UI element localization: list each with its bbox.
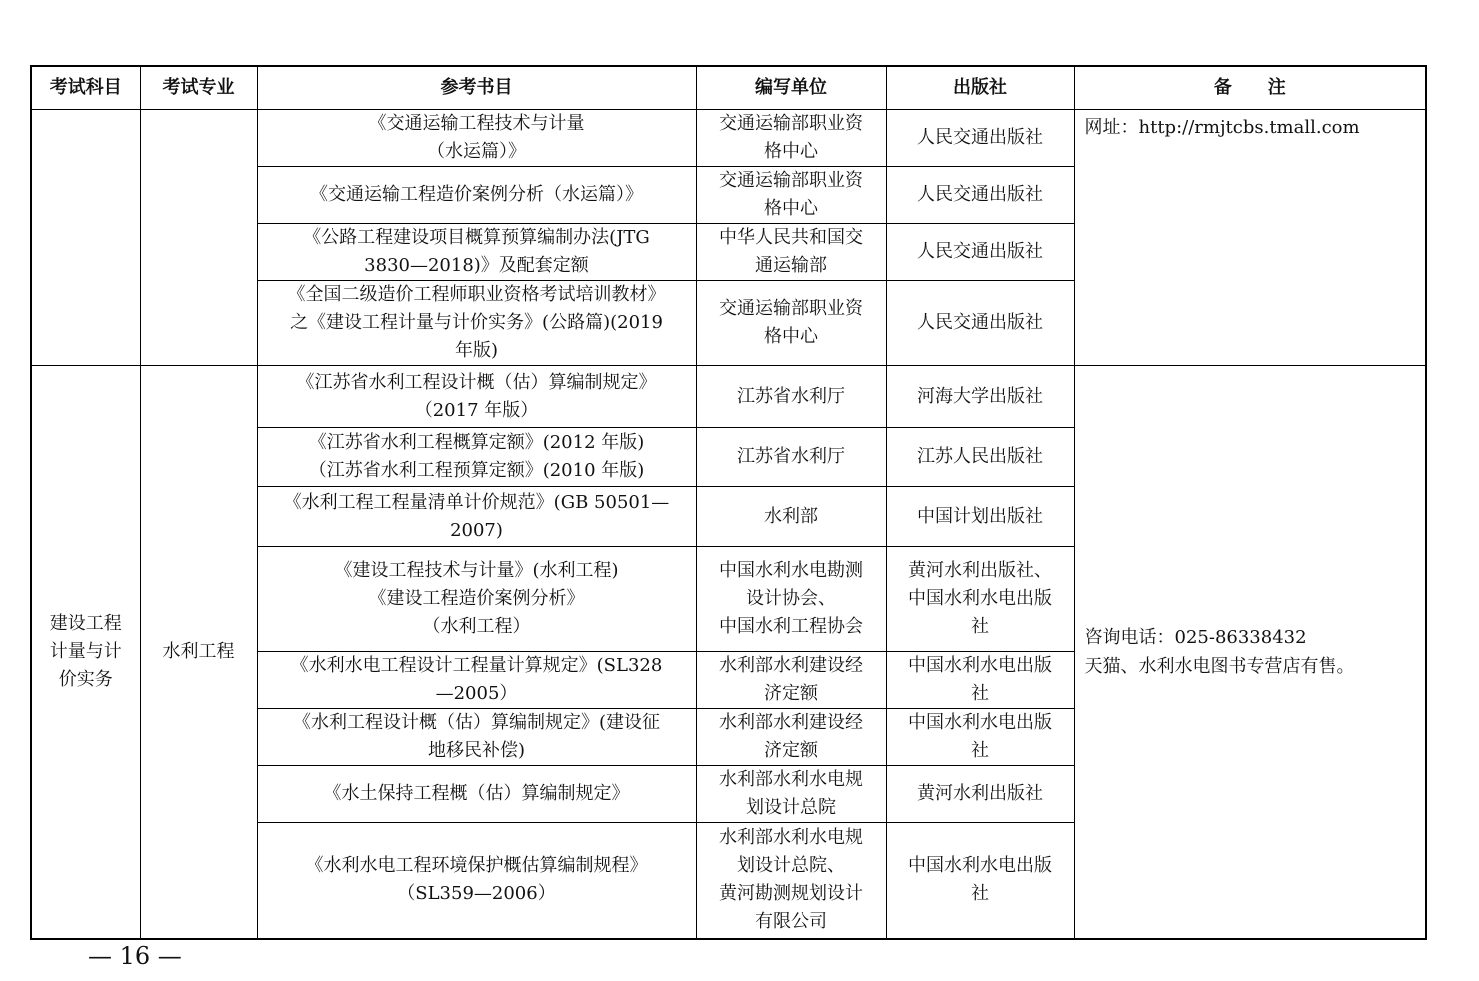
unit-cell-line: 设计协会、	[746, 588, 836, 609]
unit-cell-line: 划设计总院	[746, 797, 836, 818]
publisher-cell-line: 人民交通出版社	[917, 241, 1043, 262]
header-book: 参考书目	[257, 66, 696, 110]
publisher-cell-line: 中国水利水电出版	[908, 655, 1052, 676]
publisher-cell-line: 人民交通出版社	[917, 127, 1043, 148]
unit-cell-line: 水利部水利建设经	[719, 655, 863, 676]
publisher-cell-line: 黄河水利出版社	[917, 783, 1043, 804]
note-cell	[1074, 110, 1426, 366]
book-cell-line: 《交通运输工程造价案例分析（水运篇）》	[310, 184, 643, 205]
unit-cell-line: 交通运输部职业资	[719, 170, 863, 191]
book-cell-line: 地移民补偿)	[427, 740, 526, 761]
book-cell-line: 《建设工程技术与计量》(水利工程)	[334, 560, 619, 581]
unit-cell	[696, 110, 886, 167]
subject-cell	[31, 366, 140, 939]
publisher-cell-line: 中国水利水电出版	[908, 712, 1052, 733]
unit-cell	[696, 487, 886, 547]
note-cell-line: 天猫、水利水电图书专营店有售。	[1084, 655, 1355, 677]
unit-cell-line: 济定额	[764, 740, 818, 761]
unit-cell	[696, 823, 886, 939]
unit-cell-line: 格中心	[764, 141, 818, 162]
book-cell	[257, 766, 696, 823]
publisher-cell-line: 社	[971, 683, 989, 704]
unit-cell-line: 黄河勘测规划设计	[719, 883, 863, 905]
unit-cell-line: 水利部水利水电规	[719, 769, 863, 790]
book-cell	[257, 547, 696, 652]
publisher-cell-line: 社	[971, 740, 989, 761]
major-cell	[140, 366, 257, 939]
book-cell-line: 《江苏省水利工程设计概（估）算编制规定》	[296, 371, 657, 393]
book-cell	[257, 110, 696, 167]
publisher-cell	[886, 487, 1074, 547]
book-cell-line: 《水利水电工程设计工程量计算规定》(SL328	[290, 655, 663, 676]
publisher-cell-line: 人民交通出版社	[917, 312, 1043, 333]
publisher-cell	[886, 281, 1074, 366]
unit-cell-line: 水利部水利水电规	[719, 827, 863, 849]
unit-cell	[696, 366, 886, 428]
book-cell	[257, 487, 696, 547]
reference-books-table	[30, 65, 1427, 940]
unit-cell-line: 交通运输部职业资	[719, 298, 863, 319]
book-cell-line: 《水利工程工程量清单计价规范》(GB 50501—	[283, 491, 670, 513]
book-cell-line: 2007)	[450, 519, 503, 541]
publisher-cell	[886, 823, 1074, 939]
publisher-cell-line: 河海大学出版社	[917, 385, 1043, 407]
header-row	[31, 66, 1426, 110]
publisher-cell	[886, 766, 1074, 823]
book-cell-line: （江苏省水利工程预算定额》(2010 年版)	[308, 460, 645, 481]
book-cell-line: 《公路工程建设项目概算预算编制办法(JTG	[303, 227, 650, 248]
unit-cell-line: 中国水利工程协会	[719, 616, 863, 637]
publisher-cell-line: 中国计划出版社	[917, 505, 1043, 527]
page-number: — 16 —	[88, 942, 182, 970]
publisher-cell	[886, 428, 1074, 487]
unit-cell	[696, 281, 886, 366]
header-major: 考试专业	[140, 66, 257, 110]
unit-cell-line: 中国水利水电勘测	[719, 560, 863, 581]
book-cell	[257, 167, 696, 224]
publisher-cell-line: 人民交通出版社	[917, 184, 1043, 205]
book-cell	[257, 709, 696, 766]
book-cell	[257, 281, 696, 366]
note-cell-line: 网址：http://rmjtcbs.tmall.com	[1084, 117, 1360, 138]
book-cell-line: （水运篇）》	[427, 141, 526, 162]
book-cell	[257, 428, 696, 487]
book-cell	[257, 823, 696, 939]
publisher-cell	[886, 366, 1074, 428]
unit-cell-line: 交通运输部职业资	[719, 113, 863, 134]
unit-cell-line: 格中心	[764, 198, 818, 219]
unit-cell-line: 济定额	[764, 683, 818, 704]
book-cell-line: 《建设工程造价案例分析》	[368, 588, 585, 609]
unit-cell	[696, 167, 886, 224]
book-cell-line: 《交通运输工程技术与计量	[368, 113, 585, 134]
publisher-cell-line: 社	[971, 616, 989, 637]
unit-cell-line: 通运输部	[755, 255, 827, 276]
book-cell-line: 之《建设工程计量与计价实务》(公路篇)(2019	[290, 312, 663, 333]
publisher-cell-line: 江苏人民出版社	[917, 446, 1043, 467]
book-cell-line: （水利工程）	[422, 616, 531, 637]
book-cell	[257, 366, 696, 428]
book-cell-line: （2017 年版）	[414, 399, 539, 421]
unit-cell	[696, 652, 886, 709]
book-cell-line: 3830—2018)》及配套定额	[364, 255, 589, 276]
publisher-cell-line: 中国水利水电出版	[908, 855, 1052, 877]
publisher-cell-line: 社	[971, 883, 989, 905]
header-unit: 编写单位	[696, 66, 886, 110]
publisher-cell	[886, 167, 1074, 224]
unit-cell-line: 格中心	[764, 326, 818, 347]
unit-cell	[696, 709, 886, 766]
unit-cell	[696, 428, 886, 487]
unit-cell-line: 江苏省水利厅	[737, 446, 845, 467]
unit-cell	[696, 547, 886, 652]
subject-cell	[31, 110, 140, 366]
subject-cell-line: 价实务	[58, 668, 113, 690]
subject-cell-line: 计量与计	[49, 640, 122, 662]
book-cell-line: 《全国二级造价工程师职业资格考试培训教材》	[287, 284, 666, 305]
publisher-cell	[886, 652, 1074, 709]
subject-cell-line: 建设工程	[49, 612, 122, 634]
unit-cell-line: 水利部	[764, 505, 818, 527]
publisher-cell	[886, 547, 1074, 652]
publisher-cell	[886, 709, 1074, 766]
unit-cell-line: 有限公司	[755, 911, 827, 933]
book-cell-line: 《水土保持工程概（估）算编制规定》	[323, 783, 630, 804]
publisher-cell	[886, 110, 1074, 167]
book-cell	[257, 652, 696, 709]
publisher-cell-line: 黄河水利出版社、	[908, 560, 1052, 581]
table-row	[31, 110, 1426, 167]
major-cell-line: 水利工程	[162, 640, 235, 662]
unit-cell-line: 中华人民共和国交	[719, 227, 863, 248]
unit-cell	[696, 224, 886, 281]
book-cell-line: 《水利工程设计概（估）算编制规定》(建设征	[292, 712, 661, 733]
book-cell	[257, 224, 696, 281]
book-cell-line: —2005）	[435, 683, 518, 704]
unit-cell-line: 水利部水利建设经	[719, 712, 863, 733]
book-cell-line: 《水利水电工程环境保护概估算编制规程》	[305, 855, 648, 877]
note-cell-line: 咨询电话：025-86338432	[1084, 626, 1307, 648]
table-row	[31, 366, 1426, 428]
major-cell	[140, 110, 257, 366]
unit-cell	[696, 766, 886, 823]
book-cell-line: 年版)	[454, 340, 499, 361]
publisher-cell-line: 中国水利水电出版	[908, 588, 1052, 609]
header-subject: 考试科目	[31, 66, 140, 110]
book-cell-line: 《江苏省水利工程概算定额》(2012 年版)	[308, 432, 645, 453]
header-note: 备 注	[1074, 66, 1426, 110]
unit-cell-line: 江苏省水利厅	[737, 385, 845, 407]
header-publisher: 出版社	[886, 66, 1074, 110]
book-cell-line: （SL359—2006）	[397, 883, 556, 905]
note-cell	[1074, 366, 1426, 939]
publisher-cell	[886, 224, 1074, 281]
unit-cell-line: 划设计总院、	[737, 855, 845, 877]
